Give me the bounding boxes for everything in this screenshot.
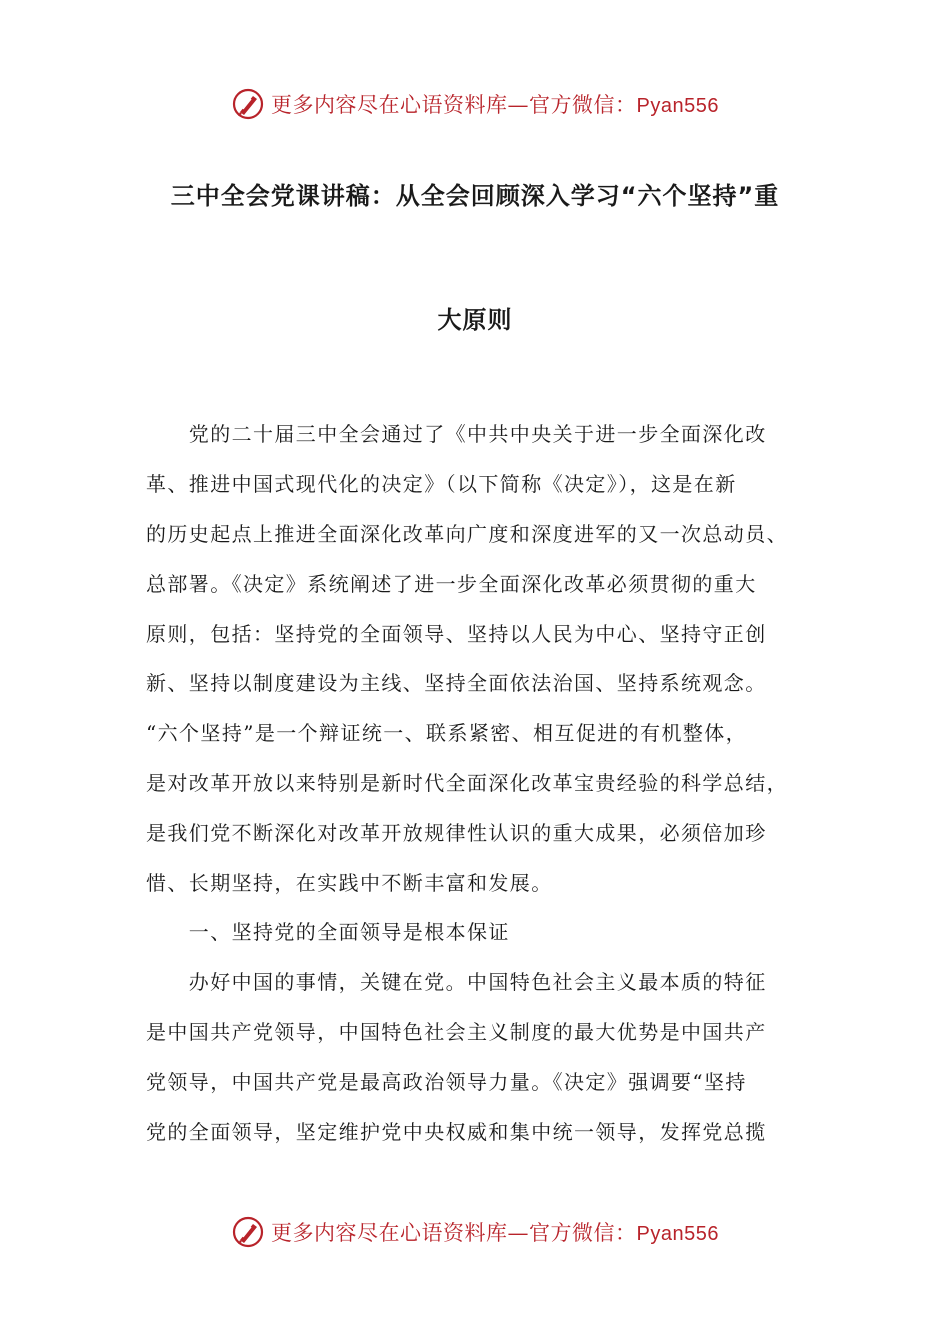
document-title-line-1: 三中全会党课讲稿：从全会回顾深入学习“六个坚持”重 [170, 182, 780, 210]
body-line: 惜、长期坚持，在实践中不断丰富和发展。 [146, 871, 553, 895]
body-line: 总部署。《决定》系统阐述了进一步全面深化改革必须贯彻的重大 [146, 572, 757, 596]
body-line: 党领导，中国共产党是最高政治领导力量。《决定》强调要“坚持 [146, 1070, 747, 1094]
body-line: 原则，包括：坚持党的全面领导、坚持以人民为中心、坚持守正创 [146, 622, 767, 646]
body-line: 革、推进中国式现代化的决定》（以下简称《决定》），这是在新 [146, 472, 737, 496]
body-line: 是我们党不断深化对改革开放规律性认识的重大成果，必须倍加珍 [146, 821, 767, 845]
body-line: 是对改革开放以来特别是新时代全面深化改革宝贵经验的科学总结， [146, 771, 788, 795]
section-heading: 一、坚持党的全面领导是根本保证 [146, 920, 510, 944]
body-line: 是中国共产党领导，中国特色社会主义制度的最大优势是中国共产 [146, 1020, 767, 1044]
footer-watermark [0, 1212, 950, 1252]
body-line: 的历史起点上推进全面深化改革向广度和深度进军的又一次总动员、 [146, 522, 788, 546]
header-watermark [0, 84, 950, 124]
body-line: 办好中国的事情，关键在党。中国特色社会主义最本质的特征 [146, 970, 767, 994]
pen-logo-icon [231, 87, 265, 121]
body-line: 党的二十届三中全会通过了《中共中央关于进一步全面深化改 [146, 422, 767, 446]
watermark-text: 更多内容尽在心语资料库—官方微信：Pyan556 [271, 93, 719, 117]
body-line: 新、坚持以制度建设为主线、坚持全面依法治国、坚持系统观念。 [146, 671, 767, 695]
watermark-text: 更多内容尽在心语资料库—官方微信：Pyan556 [271, 1221, 719, 1245]
body-line: 党的全面领导，坚定维护党中央权威和集中统一领导，发挥党总揽 [146, 1120, 767, 1144]
body-line: “六个坚持”是一个辩证统一、联系紧密、相互促进的有机整体， [146, 721, 748, 745]
pen-logo-icon [231, 1215, 265, 1249]
document-title-line-2: 大原则 [437, 306, 513, 334]
